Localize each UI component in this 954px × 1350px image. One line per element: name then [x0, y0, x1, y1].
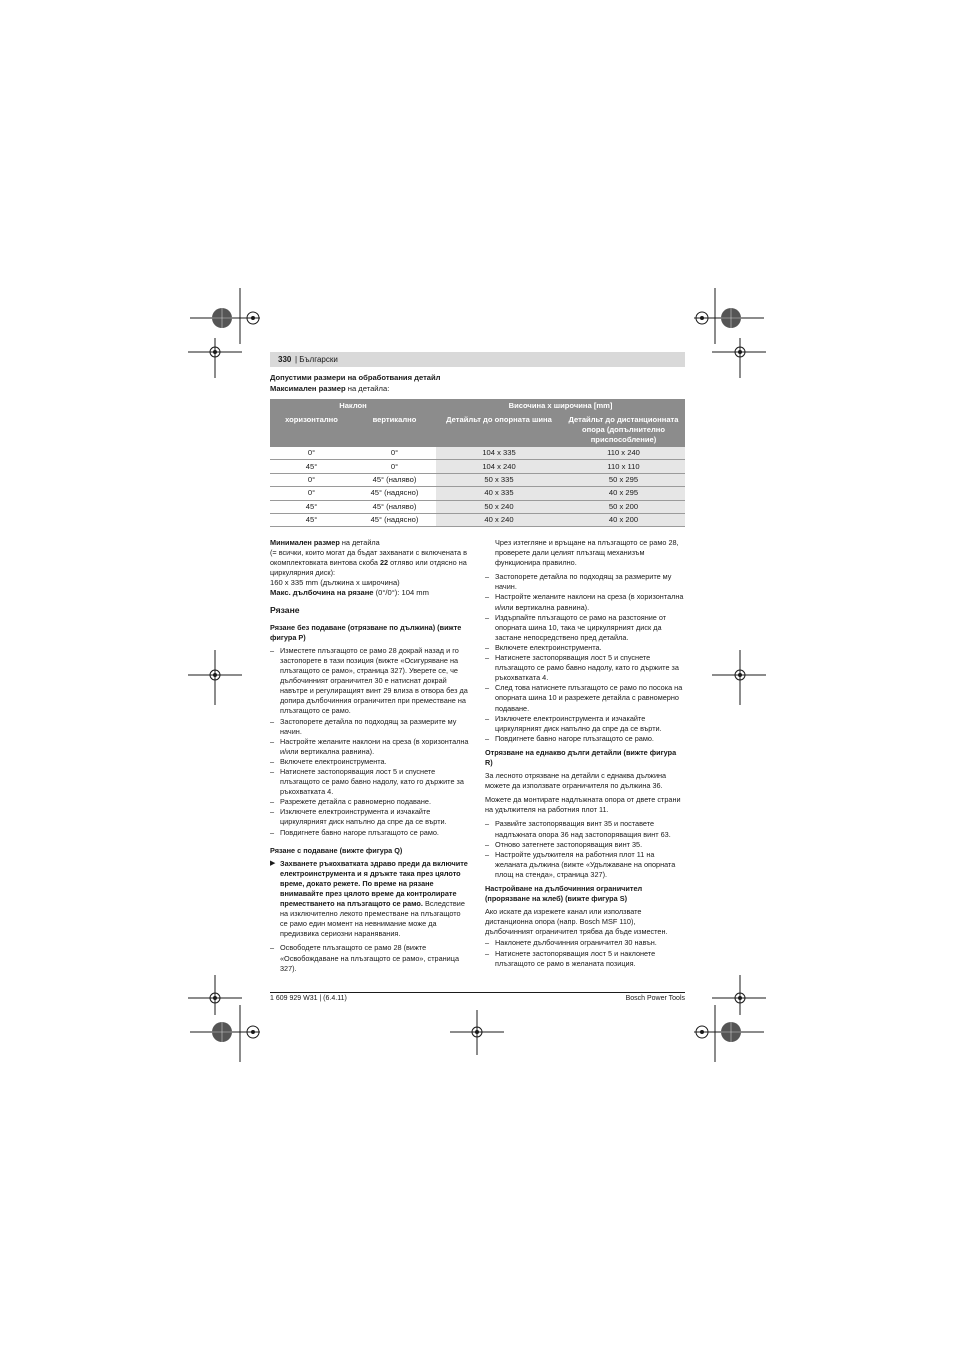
table-row: [270, 473, 685, 486]
table-cell: 45°: [270, 500, 353, 513]
list-item: – Изместете плъзгащото се рамо 28 докрай назад и го застопорете в тази позиция (вижте «Осигуряване на плъзгащото се рамо», страница 327). Уверете се, че дълбочинният ограничител 30 е натиснат докрай навътре и регулиращият винт 29 влиза в отвора без да допира дълбочинния ограничител при преместване на плъзгащото се рамо.: [270, 646, 470, 717]
table-cell: 45° (наляво): [353, 473, 436, 486]
table-head-fence: Детайльт до опорната шина: [436, 413, 562, 447]
table-cell: 0°: [270, 487, 353, 500]
right-column: Чрез изтегляне и връщане на плъзгащото се рамо 28, проверете дали целият плъзгащ механизъм функционира правилно. – Застопорете детайла по подходящ за размерите му начин. – Настройте желаните наклони на среза (в хоризонтална и/или вертикална равнина). – Издърпайте плъзгащото се рамо на разстояние от опорната шина 10, така че циркулярният диск да застане непосредствено пред детайла. – Включете електроинструмента. – Натиснете застопоряващия лост 5 и спуснете плъзгащото се рамо бавно надолу, като го държите за ръкохватката 4. – След това натиснете плъзгащото се рамо по посока на опорната шина 10 и разрежете детайла с равномерно подаване. – Изключете електроинструмента и изчакайте циркулярният диск напълно да спре да се върти. – Повдигнете бавно нагоре плъзгащото се рамо. Отрязване на еднакво дълги детайли (вижте фигура R) За лесното отрязване на детайли с еднаква дължина можете да използвате ограничителя по дължина 36. Можете да монтирате надлъжната опора от двете страни на удължителя на работния плот 11. – Развийте застопоряващия винт 35 и поставете надлъжната опора 36 над застопоряващия винт 63. – Отново затегнете застопоряващия винт 35. – Настройте удължителя на работния плот 11 на желаната дължина (вижте «Удължаване на опорната площ на стенда», страница 327). Настройване на дълбочинния ограничител (прорязване на жлеб) (вижте фигура S) Ако искате да изрежете канал или използвате дистанционна опора (напр. Bosch MSF 110), дълбочинният ограничител трябва да бъде изместен. – Наклонете дълбочинния ограничител 30 навън. – Натиснете застопоряващия лост 5 и наклонете плъзгащото се рамо в желаната позиция.: [485, 538, 685, 973]
list-item: – Повдигнете бавно нагоре плъзгащото се рамо.: [485, 734, 685, 744]
warning-item: ▶ Захванете ръкохватката здраво преди да включите електроинструмента и я дръжте така през цялото време, докато режете. По време на рязане внимавайте през цялото време да контролирате преместването на плъзгащото се рамо. Вследствие на изключително лекото преместване на плъзгащото се рамо един момент на невнимание може да предизвика сериозни наранявания.: [270, 859, 470, 940]
equal-length-list: [485, 819, 685, 880]
list-item: – Повдигнете бавно нагоре плъзгащото се рамо.: [270, 828, 470, 838]
list-item: – Натиснете застопоряващия лост 5 и наклонете плъзгащото се рамо в желаната позиция.: [485, 949, 685, 969]
heading-feed: Рязане с подаване (вижте фигура Q): [270, 845, 403, 855]
continuation-text: Чрез изтегляне и връщане на плъзгащото се рамо 28, проверете дали целият плъзгащ механизъм функционира правилно.: [495, 538, 679, 568]
list-item: – Включете електроинструмента.: [485, 643, 685, 653]
list-item: – Изключете електроинструмента и изчакайте циркулярният диск напълно да спре да се върти.: [485, 714, 685, 734]
table-cell: 50 x 295: [562, 473, 685, 486]
list-item: – Настройте желаните наклони на среза (в хоризонтална и/или вертикална равнина).: [485, 592, 685, 612]
table-head-size: Височина x широчина [mm]: [436, 399, 685, 413]
max-size-line: Максимален размер на детайла:: [270, 384, 390, 393]
table-cell: 110 x 240: [562, 447, 685, 460]
list-item: – Развийте застопоряващия винт 35 и поставете надлъжната опора 36 над застопоряващия винт 63.: [485, 819, 685, 839]
table-cell: 0°: [270, 473, 353, 486]
size-table: [270, 399, 685, 527]
footer-doc-number: 1 609 929 W31 | (6.4.11): [270, 995, 347, 1002]
footer-brand: Bosch Power Tools: [625, 995, 685, 1002]
list-item: – Включете електроинструмента.: [270, 757, 470, 767]
page-footer: [270, 992, 685, 1002]
heading-cutting: Рязане: [270, 604, 300, 615]
table-cell: 40 x 335: [436, 487, 562, 500]
table-row: [270, 500, 685, 513]
table-cell: 40 x 200: [562, 513, 685, 526]
table-cell: 45°: [270, 513, 353, 526]
list-item: – Отново затегнете застопоряващия винт 35.: [485, 840, 685, 850]
list-item: – Настройте удължителя на работния плот 11 на желаната дължина (вижте «Удължаване на опорната площ на стенда», страница 327).: [485, 850, 685, 880]
table-cell: 50 x 335: [436, 473, 562, 486]
left-column: Минимален размер на детайла (= всички, които могат да бъдат захванати с включената в окомплектовката винтова скоба 22 отляво или отдясно на циркулярния диск): 160 x 335 mm (дължина x широчина) Макс. дълбочина на рязане (0°/0°): 104 mm Рязане Рязане без подаване (отрязване по дължина) (вижте фигура P) – Изместете плъзгащото се рамо 28 докрай назад и го застопорете в тази позиция (вижте «Осигуряване на плъзгащото се рамо», страница 327). Уверете се, че дълбочинният ограничител 30 е натиснат докрай навътре и регулиращият винт 29 влиза в отвора без да допира дълбочинния ограничител при преместване на плъзгащото се рамо. – Застопорете детайла по подходящ за размерите му начин. – Настройте желаните наклони на среза (в хоризонтална и/или вертикална равнина). – Включете електроинструмента. – Натиснете застопоряващия лост 5 и спуснете плъзгащото се рамо бавно надолу, като го държите за ръкохватката 4. – Разрежете детайла с равномерно подаване. – Изключете електроинструмента и изчакайте циркулярният диск напълно да спре да се върти. – Повдигнете бавно нагоре плъзгащото се рамо. Рязане с подаване (вижте фигура Q) ▶ Захванете ръкохватката здраво преди да включите електроинструмента и я дръжте така през цялото време, докато режете. По време на рязане внимавайте през цялото време да контролирате преместването на плъзгащото се рамо. Вследствие на изключително лекото преместване на плъзгащото се рамо един момент на невнимание може да предизвика сериозни наранявания. – Освободете плъзгащото се рамо 28 (вижте «Освобождаване на плъзгащото се рамо», страница 327).: [270, 538, 470, 978]
table-cell: 50 x 240: [436, 500, 562, 513]
table-cell: 45° (надясно): [353, 487, 436, 500]
list-item: – Изключете електроинструмента и изчакайте циркулярният диск напълно да спре да се върти.: [270, 807, 470, 827]
table-cell: 104 x 240: [436, 460, 562, 473]
section-name: | Български: [295, 355, 338, 364]
list-item: – Освободете плъзгащото се рамо 28 (вижте «Освобождаване на плъзгащото се рамо», страница 327).: [270, 943, 470, 973]
heading-depth-stop: Настройване на дълбочинния ограничител (прорязване на жлеб) (вижте фигура S): [485, 884, 643, 904]
list-item: – Настройте желаните наклони на среза (в хоризонтална и/или вертикална равнина).: [270, 737, 470, 757]
list-item: – Натиснете застопоряващия лост 5 и спуснете плъзгащото се рамо бавно надолу, като го държите за ръкохватката 4.: [270, 767, 470, 797]
table-cell: 0°: [353, 447, 436, 460]
table-head-vertical: вертикално: [353, 413, 436, 447]
table-cell: 110 x 110: [562, 460, 685, 473]
depth-list: [485, 938, 685, 968]
heading-no-feed: Рязане без подаване (отрязване по дължина) (вижте фигура P): [270, 622, 462, 642]
list-item: – Издърпайте плъзгащото се рамо на разстояние от опорната шина 10, така че циркулярният диск да застане непосредствено пред детайла.: [485, 613, 685, 643]
table-head-tilt: Наклон: [270, 399, 436, 413]
table-head-spacer: Детайльт до дистанционната опора (допълнително приспособление): [562, 413, 685, 447]
heading-equal-length: Отрязване на еднакво дълги детайли (вижте фигура R): [485, 747, 677, 767]
table-row: [270, 447, 685, 460]
list-item: – Натиснете застопоряващия лост 5 и спуснете плъзгащото се рамо бавно надолу, като го държите за ръкохватката 4.: [485, 653, 685, 683]
table-cell: 45° (надясно): [353, 513, 436, 526]
feed-list: [485, 572, 685, 744]
section-title: Допустими размери на обработвания детайл: [270, 373, 441, 382]
table-cell: 50 x 200: [562, 500, 685, 513]
table-cell: 45° (наляво): [353, 500, 436, 513]
table-row: [270, 513, 685, 526]
no-feed-list: [270, 646, 470, 838]
page-number: 330: [278, 355, 292, 364]
table-row: [270, 460, 685, 473]
table-head-horizontal: хоризонтално: [270, 413, 353, 447]
table-cell: 0°: [270, 447, 353, 460]
table-cell: 104 x 335: [436, 447, 562, 460]
table-cell: 0°: [353, 460, 436, 473]
list-item: – Застопорете детайла по подходящ за размерите му начин.: [485, 572, 685, 592]
table-cell: 45°: [270, 460, 353, 473]
list-item: – Разрежете детайла с равномерно подаване.: [270, 797, 470, 807]
list-item: – След това натиснете плъзгащото се рамо по посока на опорната шина 10 и разрежете детайла с равномерно подаване.: [485, 683, 685, 713]
table-cell: 40 x 240: [436, 513, 562, 526]
table-row: [270, 487, 685, 500]
list-item: – Застопорете детайла по подходящ за размерите му начин.: [270, 717, 470, 737]
table-cell: 40 x 295: [562, 487, 685, 500]
page-header: [270, 352, 685, 367]
list-item: – Наклонете дълбочинния ограничител 30 навън.: [485, 938, 685, 948]
